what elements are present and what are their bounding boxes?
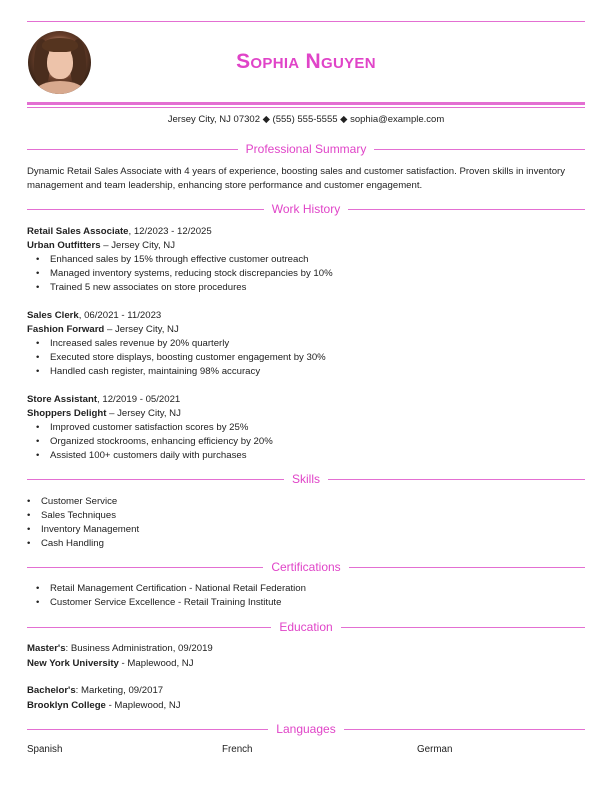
list-item: • Customer Service (27, 495, 139, 509)
job-1-company: Urban Outfitters (27, 240, 101, 251)
job-2-dates: , 06/2021 - 11/2023 (78, 310, 162, 321)
education-1-school: New York University (27, 658, 119, 669)
section-title-skills-label: Skills (284, 472, 328, 486)
list-item: • Handled cash register, maintaining 98% accuracy (36, 365, 326, 379)
list-item: • Executed store displays, boosting customer engagement by 30% (36, 351, 326, 365)
job-3-bullets (36, 421, 273, 463)
section-title-summary-label: Professional Summary (238, 142, 375, 156)
list-item: • Enhanced sales by 15% through effective customer outreach (36, 253, 333, 267)
education-2-degree-line (27, 684, 163, 698)
list-item: • Customer Service Excellence - Retail Training Institute (36, 596, 306, 610)
section-title-languages (27, 722, 585, 736)
job-2-bullets (36, 337, 326, 379)
header-thin-rule (27, 107, 585, 108)
job-3-company: Shoppers Delight (27, 408, 107, 419)
certifications-list (36, 582, 306, 610)
language-1: Spanish (27, 744, 63, 755)
section-title-certifications-label: Certifications (263, 560, 348, 574)
education-1-field: : Business Administration, 09/2019 (65, 643, 213, 654)
section-title-languages-label: Languages (268, 722, 343, 736)
section-title-work (27, 202, 585, 216)
job-2-title: Sales Clerk (27, 310, 79, 321)
list-item: • Managed inventory systems, reducing stock discrepancies by 10% (36, 267, 333, 281)
education-1-degree-line (27, 642, 213, 656)
job-1-dates: , 12/2023 - 12/2025 (128, 226, 212, 237)
avatar (28, 31, 91, 94)
job-1-title: Retail Sales Associate (27, 226, 129, 237)
list-item: • Increased sales revenue by 20% quarterly (36, 337, 326, 351)
job-3-dates: , 12/2019 - 05/2021 (97, 394, 181, 405)
job-3-location: – Jersey City, NJ (106, 408, 181, 419)
list-item: • Retail Management Certification - National Retail Federation (36, 582, 306, 596)
job-1-company-line (27, 239, 175, 253)
summary-line-2: management and team leadership, enhancing store performance and customer engagement. (27, 180, 423, 191)
list-item: • Organized stockrooms, enhancing efficiency by 20% (36, 435, 273, 449)
header-thick-rule (27, 102, 585, 105)
job-1-header (27, 225, 212, 239)
education-1-location: - Maplewood, NJ (118, 658, 194, 669)
list-item: • Improved customer satisfaction scores by 25% (36, 421, 273, 435)
contact-line: Jersey City, NJ 07302 ◆ (555) 555-5555 ◆ sophia@example.com (167, 114, 445, 125)
list-item: • Sales Techniques (27, 509, 139, 523)
section-title-education-label: Education (271, 620, 340, 634)
education-2-degree: Bachelor's (27, 685, 76, 696)
education-2-field: : Marketing, 09/2017 (75, 685, 164, 696)
summary-line-1: Dynamic Retail Sales Associate with 4 years of experience, boosting sales and customer satisfaction. Proven skills in inventory (27, 166, 566, 177)
job-3-title: Store Assistant (27, 394, 98, 405)
education-2-school-line (27, 699, 181, 713)
section-title-education (27, 620, 585, 634)
language-3: German (417, 744, 453, 755)
job-1-bullets (36, 253, 333, 295)
list-item: • Inventory Management (27, 523, 139, 537)
skills-list (27, 495, 139, 551)
job-2-location: – Jersey City, NJ (104, 324, 179, 335)
job-1-location: – Jersey City, NJ (100, 240, 176, 251)
language-2: French (222, 744, 253, 755)
education-2-location: - Maplewood, NJ (105, 700, 181, 711)
job-3-header (27, 393, 180, 407)
job-2-company: Fashion Forward (27, 324, 105, 335)
section-title-skills (27, 472, 585, 486)
education-1-school-line (27, 657, 194, 671)
candidate-name: Sophia Nguyen (236, 50, 376, 73)
education-2-school: Brooklyn College (27, 700, 106, 711)
job-2-header (27, 309, 161, 323)
section-title-work-label: Work History (264, 202, 348, 216)
section-title-summary (27, 142, 585, 156)
job-3-company-line (27, 407, 181, 421)
list-item: • Trained 5 new associates on store procedures (36, 281, 333, 295)
job-2-company-line (27, 323, 179, 337)
section-title-certifications (27, 560, 585, 574)
education-1-degree: Master's (27, 643, 66, 654)
header-top-rule (27, 21, 585, 22)
list-item: • Assisted 100+ customers daily with purchases (36, 449, 273, 463)
list-item: • Cash Handling (27, 537, 139, 551)
